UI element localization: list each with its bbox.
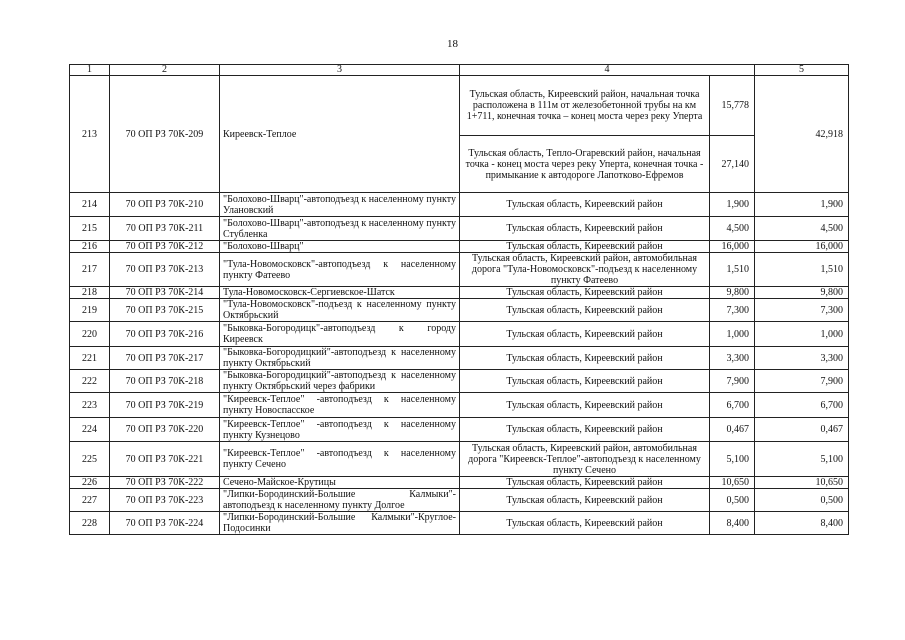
segment-length: 5,100	[710, 442, 755, 477]
road-name: "Болохово-Шварц"-автоподъезд к населенному пункту Улановский	[220, 193, 460, 217]
segment-length: 6,700	[710, 393, 755, 418]
table-row	[70, 287, 849, 299]
road-location: Тульская область, Киреевский район	[460, 322, 710, 347]
segment-length: 15,778	[710, 76, 755, 136]
table-row	[70, 418, 849, 442]
table-row	[70, 253, 849, 287]
row-number: 217	[70, 253, 110, 287]
road-code: 70 ОП РЗ 70К-216	[110, 322, 220, 347]
segment-length: 3,300	[710, 347, 755, 370]
row-number: 215	[70, 217, 110, 241]
row-number: 214	[70, 193, 110, 217]
segment-length: 16,000	[710, 241, 755, 253]
segment-length: 0,500	[710, 489, 755, 512]
segment-length: 1,900	[710, 193, 755, 217]
total-length: 3,300	[755, 347, 849, 370]
road-location: Тульская область, Киреевский район	[460, 193, 710, 217]
row-number: 227	[70, 489, 110, 512]
table-row	[70, 299, 849, 322]
column-number-row	[70, 65, 849, 76]
road-name: "Быковка-Богородицкий"-автоподъезд к населенному пункту Октябрьский через фабрики	[220, 370, 460, 393]
road-name: "Липки-Бородинский-Большие Калмыки"-Круглое-Подосинки	[220, 512, 460, 535]
total-length: 1,000	[755, 322, 849, 347]
road-name: "Быковка-Богородицкий"-автоподъезд к населенному пункту Октябрьский	[220, 347, 460, 370]
segment-length: 4,500	[710, 217, 755, 241]
road-code: 70 ОП РЗ 70К-215	[110, 299, 220, 322]
total-length: 6,700	[755, 393, 849, 418]
segment-length: 7,300	[710, 299, 755, 322]
road-name: "Тула-Новомосковск"-автоподъезд к населенному пункту Фатеево	[220, 253, 460, 287]
road-code: 70 ОП РЗ 70К-213	[110, 253, 220, 287]
column-header: 1	[70, 65, 110, 76]
total-length: 1,510	[755, 253, 849, 287]
row-number: 228	[70, 512, 110, 535]
total-length: 10,650	[755, 477, 849, 489]
page-number: 18	[447, 38, 458, 50]
roads-registry-table	[69, 64, 849, 535]
road-code: 70 ОП РЗ 70К-212	[110, 241, 220, 253]
road-name: "Болохово-Шварц"	[220, 241, 460, 253]
table-row	[70, 241, 849, 253]
road-code: 70 ОП РЗ 70К-217	[110, 347, 220, 370]
road-code: 70 ОП РЗ 70К-211	[110, 217, 220, 241]
road-code: 70 ОП РЗ 70К-220	[110, 418, 220, 442]
table-row	[70, 489, 849, 512]
column-header: 3	[220, 65, 460, 76]
road-location: Тульская область, Киреевский район	[460, 217, 710, 241]
segment-location: Тульская область, Тепло-Огаревский район, начальная точка - конец моста через реку Уперта, конечная точка - примыкание к автодороге Лапотково-Ефремов	[460, 136, 710, 193]
row-number: 224	[70, 418, 110, 442]
road-name: Тула-Новомосковск-Сергиевское-Шатск	[220, 287, 460, 299]
road-location: Тульская область, Киреевский район	[460, 347, 710, 370]
road-location: Тульская область, Киреевский район	[460, 393, 710, 418]
road-name: "Киреевск-Теплое" -автоподъезд к населенному пункту Новоспасское	[220, 393, 460, 418]
total-length: 16,000	[755, 241, 849, 253]
segment-length: 9,800	[710, 287, 755, 299]
table-row	[70, 217, 849, 241]
road-name: "Киреевск-Теплое" -автоподъезд к населенному пункту Сечено	[220, 442, 460, 477]
road-location: Тульская область, Киреевский район	[460, 512, 710, 535]
total-length: 4,500	[755, 217, 849, 241]
road-code: 70 ОП РЗ 70К-209	[110, 76, 220, 193]
table-row	[70, 442, 849, 477]
road-name: "Болохово-Шварц"-автоподъезд к населенному пункту Стубленка	[220, 217, 460, 241]
road-code: 70 ОП РЗ 70К-218	[110, 370, 220, 393]
segment-length: 8,400	[710, 512, 755, 535]
column-header: 2	[110, 65, 220, 76]
total-length: 8,400	[755, 512, 849, 535]
road-code: 70 ОП РЗ 70К-219	[110, 393, 220, 418]
road-name: "Липки-Бородинский-Большие Калмыки"-автоподъезд к населенному пункту Долгое	[220, 489, 460, 512]
segment-location: Тульская область, Киреевский район, начальная точка расположена в 111м от железобетонной трубы на км 1+711, конечная точка – конец моста через реку Уперта	[460, 76, 710, 136]
row-number: 218	[70, 287, 110, 299]
road-location: Тульская область, Киреевский район	[460, 287, 710, 299]
total-length: 5,100	[755, 442, 849, 477]
total-length: 42,918	[755, 76, 849, 193]
road-code: 70 ОП РЗ 70К-221	[110, 442, 220, 477]
total-length: 7,300	[755, 299, 849, 322]
row-number: 225	[70, 442, 110, 477]
table-row	[70, 347, 849, 370]
total-length: 1,900	[755, 193, 849, 217]
table-row	[70, 193, 849, 217]
row-number: 213	[70, 76, 110, 193]
road-location: Тульская область, Киреевский район	[460, 299, 710, 322]
table-row	[70, 370, 849, 393]
road-code: 70 ОП РЗ 70К-223	[110, 489, 220, 512]
segment-length: 1,510	[710, 253, 755, 287]
segment-length: 0,467	[710, 418, 755, 442]
row-number: 226	[70, 477, 110, 489]
road-location: Тульская область, Киреевский район	[460, 241, 710, 253]
total-length: 9,800	[755, 287, 849, 299]
segment-length: 1,000	[710, 322, 755, 347]
road-location: Тульская область, Киреевский район	[460, 418, 710, 442]
road-code: 70 ОП РЗ 70К-222	[110, 477, 220, 489]
row-number: 221	[70, 347, 110, 370]
table-row	[70, 512, 849, 535]
road-name: Сечено-Майское-Крутицы	[220, 477, 460, 489]
table-row	[70, 477, 849, 489]
road-location: Тульская область, Киреевский район	[460, 489, 710, 512]
road-name: "Тула-Новомосковск"-подъезд к населенному пункту Октябрьский	[220, 299, 460, 322]
row-number: 222	[70, 370, 110, 393]
segment-length: 27,140	[710, 136, 755, 193]
total-length: 7,900	[755, 370, 849, 393]
column-header: 5	[755, 65, 849, 76]
table-row	[70, 76, 849, 136]
road-name: "Киреевск-Теплое" -автоподъезд к населенному пункту Кузнецово	[220, 418, 460, 442]
road-location: Тульская область, Киреевский район	[460, 477, 710, 489]
row-number: 220	[70, 322, 110, 347]
road-location: Тульская область, Киреевский район, автомобильная дорога "Тула-Новомосковск"-подъезд к населенному пункту Фатеево	[460, 253, 710, 287]
road-location: Тульская область, Киреевский район	[460, 370, 710, 393]
table-row	[70, 393, 849, 418]
segment-length: 10,650	[710, 477, 755, 489]
road-location: Тульская область, Киреевский район, автомобильная дорога "Киреевск-Теплое"-автоподъезд к населенному пункту Сечено	[460, 442, 710, 477]
road-code: 70 ОП РЗ 70К-224	[110, 512, 220, 535]
total-length: 0,500	[755, 489, 849, 512]
row-number: 216	[70, 241, 110, 253]
road-name: "Быковка-Богородицк"-автоподъезд к городу Киреевск	[220, 322, 460, 347]
row-number: 223	[70, 393, 110, 418]
segment-length: 7,900	[710, 370, 755, 393]
road-name: Киреевск-Теплое	[220, 76, 460, 193]
row-number: 219	[70, 299, 110, 322]
column-header: 4	[460, 65, 755, 76]
road-code: 70 ОП РЗ 70К-214	[110, 287, 220, 299]
total-length: 0,467	[755, 418, 849, 442]
road-code: 70 ОП РЗ 70К-210	[110, 193, 220, 217]
table-row	[70, 322, 849, 347]
